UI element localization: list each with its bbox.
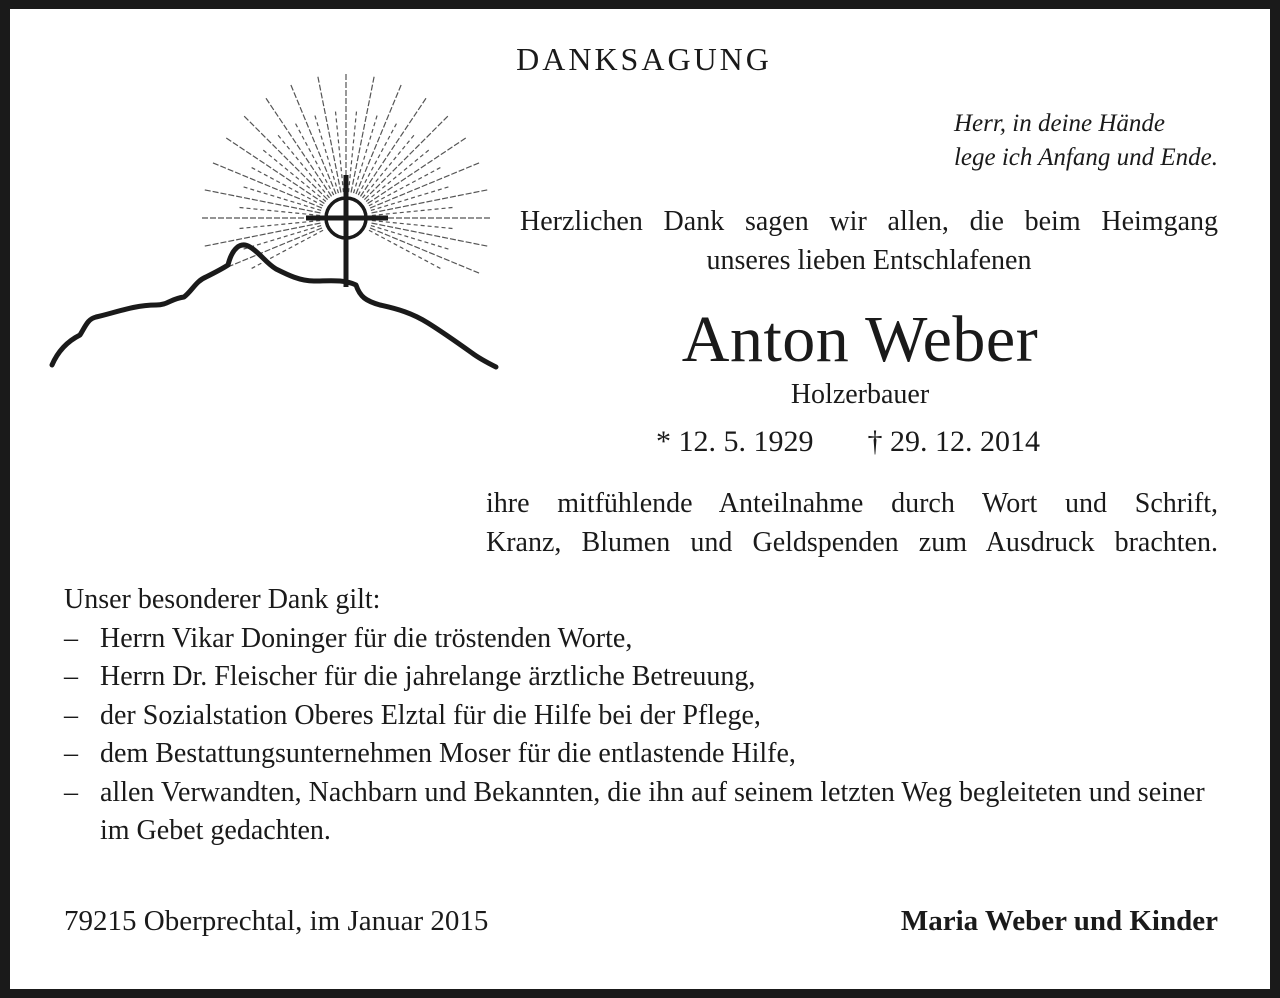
sympathy-line: Kranz, Blumen und Geldspenden zum Ausdruck brachten. bbox=[486, 527, 1218, 558]
special-thanks-intro: Unser besonderer Dank gilt: bbox=[64, 584, 381, 615]
dash: – bbox=[64, 738, 78, 769]
life-dates bbox=[656, 425, 1040, 459]
heading: DANKSAGUNG bbox=[516, 41, 772, 77]
place-and-date: 79215 Oberprechtal, im Januar 2015 bbox=[64, 905, 489, 937]
birth-date: * 12. 5. 1929 bbox=[656, 425, 814, 458]
cross-on-mountain-with-rays-icon bbox=[44, 69, 504, 379]
death-date: † 29. 12. 2014 bbox=[867, 425, 1040, 458]
thanks-item: – Herrn Vikar Doninger für die tröstenden Worte, bbox=[64, 620, 1218, 659]
motto-line: lege ich Anfang und Ende. bbox=[953, 144, 1218, 171]
thanks-item: – allen Verwandten, Nachbarn und Bekannten, die ihn auf seinem letzten Weg begleiteten und seiner im Gebet gedachten. bbox=[64, 774, 1218, 851]
special-thanks bbox=[64, 581, 1218, 851]
sympathy-line: ihre mitfühlende Anteilnahme durch Wort und Schrift, bbox=[486, 488, 1218, 519]
signature: Maria Weber und Kinder bbox=[900, 905, 1218, 937]
deceased-profession: Holzerbauer bbox=[790, 379, 930, 410]
motto bbox=[954, 107, 1218, 175]
intro-line: Herzlichen Dank sagen wir allen, die beim Heimgang bbox=[520, 206, 1218, 237]
thanks-list bbox=[64, 620, 1218, 851]
dash: – bbox=[64, 661, 78, 692]
sympathy-text bbox=[486, 484, 1218, 562]
intro-line: unseres lieben Entschlafenen bbox=[706, 245, 1032, 276]
thanks-item: – der Sozialstation Oberes Elztal für die Hilfe bei der Pflege, bbox=[64, 697, 1218, 736]
motto-line: Herr, in deine Hände bbox=[953, 110, 1166, 137]
dash: – bbox=[64, 699, 78, 731]
intro-text bbox=[520, 202, 1218, 280]
thanks-item: – dem Bestattungsunternehmen Moser für die entlastende Hilfe, bbox=[64, 735, 1218, 774]
deceased-name: Anton Weber bbox=[681, 303, 1039, 376]
dash: – bbox=[64, 622, 78, 654]
dash: – bbox=[64, 776, 78, 808]
thanks-item: – Herrn Dr. Fleischer für die jahrelange ärztliche Betreuung, bbox=[64, 658, 1218, 697]
